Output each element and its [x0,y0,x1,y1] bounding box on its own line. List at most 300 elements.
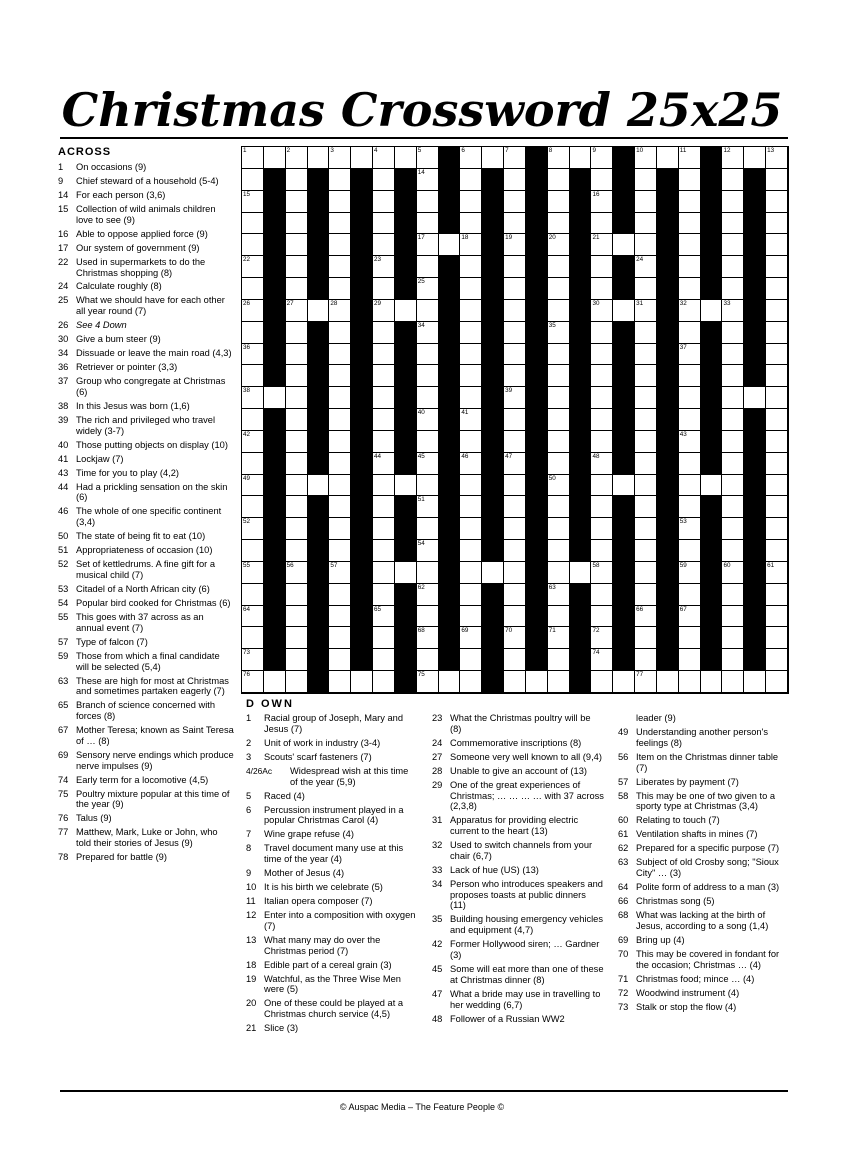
grid-cell[interactable] [286,322,308,344]
grid-cell[interactable] [286,191,308,213]
grid-cell[interactable] [766,234,788,256]
grid-cell[interactable] [679,344,701,366]
grid-cell[interactable] [548,606,570,628]
grid-cell[interactable] [591,322,613,344]
grid-cell[interactable] [417,169,439,191]
grid-cell[interactable] [286,147,308,169]
grid-cell[interactable] [460,234,482,256]
grid-cell[interactable] [482,147,504,169]
grid-cell[interactable] [242,475,264,497]
grid-cell[interactable] [766,169,788,191]
grid-cell[interactable] [460,627,482,649]
grid-cell[interactable] [417,256,439,278]
grid-cell[interactable] [722,278,744,300]
grid-cell[interactable] [766,431,788,453]
grid-cell[interactable] [460,365,482,387]
grid-cell[interactable] [286,169,308,191]
grid-cell[interactable] [504,409,526,431]
grid-cell[interactable] [286,606,308,628]
grid-cell[interactable] [417,606,439,628]
grid-cell[interactable] [329,518,351,540]
grid-cell[interactable] [504,496,526,518]
grid-cell[interactable] [329,300,351,322]
grid-cell[interactable] [286,540,308,562]
grid-cell[interactable] [460,518,482,540]
grid-cell[interactable] [329,671,351,693]
grid-cell[interactable] [308,475,330,497]
grid-cell[interactable] [722,147,744,169]
grid-cell[interactable] [286,649,308,671]
grid-cell[interactable] [373,387,395,409]
grid-cell[interactable] [591,606,613,628]
grid-cell[interactable] [591,671,613,693]
grid-cell[interactable] [439,234,461,256]
grid-cell[interactable] [679,169,701,191]
grid-cell[interactable] [373,431,395,453]
grid-cell[interactable] [329,344,351,366]
grid-cell[interactable] [504,540,526,562]
grid-cell[interactable] [722,649,744,671]
grid-cell[interactable] [548,496,570,518]
grid-cell[interactable] [548,256,570,278]
grid-cell[interactable] [242,496,264,518]
grid-cell[interactable] [329,147,351,169]
grid-cell[interactable] [635,213,657,235]
grid-cell[interactable] [766,584,788,606]
grid-cell[interactable] [635,191,657,213]
grid-cell[interactable] [417,213,439,235]
grid-cell[interactable] [286,213,308,235]
grid-cell[interactable] [635,365,657,387]
grid-cell[interactable] [679,475,701,497]
grid-cell[interactable] [591,562,613,584]
crossword-grid-cells[interactable] [242,147,788,693]
grid-cell[interactable] [329,409,351,431]
grid-cell[interactable] [591,256,613,278]
grid-cell[interactable] [722,213,744,235]
grid-cell[interactable] [417,671,439,693]
grid-cell[interactable] [635,671,657,693]
grid-cell[interactable] [635,147,657,169]
grid-cell[interactable] [286,431,308,453]
grid-cell[interactable] [766,191,788,213]
grid-cell[interactable] [329,649,351,671]
grid-cell[interactable] [591,496,613,518]
grid-cell[interactable] [548,387,570,409]
grid-cell[interactable] [286,627,308,649]
grid-cell[interactable] [526,671,548,693]
grid-cell[interactable] [329,627,351,649]
grid-cell[interactable] [373,300,395,322]
grid-cell[interactable] [548,322,570,344]
grid-cell[interactable] [329,562,351,584]
grid-cell[interactable] [329,365,351,387]
grid-cell[interactable] [482,562,504,584]
grid-cell[interactable] [504,322,526,344]
grid-cell[interactable] [242,649,264,671]
grid-cell[interactable] [373,147,395,169]
grid-cell[interactable] [264,147,286,169]
grid-cell[interactable] [766,496,788,518]
grid-cell[interactable] [329,234,351,256]
grid-cell[interactable] [504,365,526,387]
grid-cell[interactable] [548,169,570,191]
grid-cell[interactable] [722,475,744,497]
grid-cell[interactable] [548,213,570,235]
grid-cell[interactable] [395,475,417,497]
grid-cell[interactable] [679,649,701,671]
grid-cell[interactable] [308,147,330,169]
grid-cell[interactable] [286,278,308,300]
grid-cell[interactable] [744,671,766,693]
grid-cell[interactable] [417,387,439,409]
grid-cell[interactable] [613,300,635,322]
grid-cell[interactable] [591,234,613,256]
grid-cell[interactable] [329,431,351,453]
grid-cell[interactable] [308,300,330,322]
grid-cell[interactable] [548,627,570,649]
grid-cell[interactable] [242,606,264,628]
grid-cell[interactable] [591,475,613,497]
grid-cell[interactable] [504,562,526,584]
grid-cell[interactable] [460,344,482,366]
grid-cell[interactable] [679,606,701,628]
grid-cell[interactable] [460,431,482,453]
grid-cell[interactable] [373,344,395,366]
grid-cell[interactable] [242,409,264,431]
grid-cell[interactable] [635,606,657,628]
grid-cell[interactable] [679,256,701,278]
grid-cell[interactable] [373,409,395,431]
grid-cell[interactable] [373,234,395,256]
grid-cell[interactable] [613,234,635,256]
grid-cell[interactable] [679,671,701,693]
grid-cell[interactable] [548,475,570,497]
grid-cell[interactable] [722,671,744,693]
grid-cell[interactable] [635,409,657,431]
grid-cell[interactable] [460,496,482,518]
grid-cell[interactable] [722,322,744,344]
grid-cell[interactable] [766,147,788,169]
grid-cell[interactable] [286,344,308,366]
grid-cell[interactable] [548,300,570,322]
grid-cell[interactable] [286,671,308,693]
grid-cell[interactable] [242,453,264,475]
grid-cell[interactable] [286,518,308,540]
grid-cell[interactable] [286,256,308,278]
grid-cell[interactable] [722,387,744,409]
grid-cell[interactable] [329,256,351,278]
grid-cell[interactable] [679,213,701,235]
grid-cell[interactable] [591,191,613,213]
grid-cell[interactable] [329,278,351,300]
grid-cell[interactable] [460,147,482,169]
grid-cell[interactable] [417,322,439,344]
grid-cell[interactable] [548,649,570,671]
grid-cell[interactable] [679,540,701,562]
grid-cell[interactable] [373,256,395,278]
grid-cell[interactable] [351,671,373,693]
grid-cell[interactable] [286,475,308,497]
grid-cell[interactable] [417,453,439,475]
grid-cell[interactable] [460,649,482,671]
grid-cell[interactable] [635,387,657,409]
grid-cell[interactable] [548,191,570,213]
grid-cell[interactable] [635,431,657,453]
grid-cell[interactable] [329,475,351,497]
grid-cell[interactable] [722,584,744,606]
grid-cell[interactable] [679,322,701,344]
grid-cell[interactable] [373,475,395,497]
grid-cell[interactable] [417,191,439,213]
grid-cell[interactable] [460,584,482,606]
grid-cell[interactable] [286,365,308,387]
grid-cell[interactable] [417,147,439,169]
grid-cell[interactable] [504,256,526,278]
grid-cell[interactable] [722,191,744,213]
grid-cell[interactable] [242,278,264,300]
grid-cell[interactable] [373,606,395,628]
grid-cell[interactable] [417,584,439,606]
grid-cell[interactable] [548,671,570,693]
grid-cell[interactable] [591,147,613,169]
grid-cell[interactable] [417,518,439,540]
grid-cell[interactable] [722,518,744,540]
grid-cell[interactable] [766,256,788,278]
grid-cell[interactable] [591,518,613,540]
grid-cell[interactable] [722,256,744,278]
grid-cell[interactable] [504,649,526,671]
grid-cell[interactable] [242,234,264,256]
grid-cell[interactable] [460,191,482,213]
grid-cell[interactable] [548,234,570,256]
grid-cell[interactable] [242,671,264,693]
grid-cell[interactable] [460,387,482,409]
grid-cell[interactable] [286,409,308,431]
grid-cell[interactable] [395,300,417,322]
grid-cell[interactable] [679,496,701,518]
grid-cell[interactable] [242,627,264,649]
grid-cell[interactable] [548,518,570,540]
grid-cell[interactable] [766,365,788,387]
grid-cell[interactable] [242,256,264,278]
grid-cell[interactable] [635,453,657,475]
grid-cell[interactable] [373,322,395,344]
grid-cell[interactable] [591,453,613,475]
grid-cell[interactable] [504,147,526,169]
grid-cell[interactable] [635,649,657,671]
grid-cell[interactable] [504,584,526,606]
grid-cell[interactable] [722,344,744,366]
grid-cell[interactable] [766,409,788,431]
grid-cell[interactable] [679,431,701,453]
grid-cell[interactable] [460,409,482,431]
grid-cell[interactable] [242,344,264,366]
grid-cell[interactable] [460,671,482,693]
grid-cell[interactable] [548,431,570,453]
grid-cell[interactable] [373,671,395,693]
grid-cell[interactable] [373,191,395,213]
grid-cell[interactable] [460,540,482,562]
grid-cell[interactable] [242,365,264,387]
grid-cell[interactable] [722,453,744,475]
grid-cell[interactable] [679,387,701,409]
grid-cell[interactable] [417,234,439,256]
grid-cell[interactable] [504,300,526,322]
grid-cell[interactable] [766,344,788,366]
grid-cell[interactable] [570,562,592,584]
grid-cell[interactable] [722,606,744,628]
grid-cell[interactable] [504,518,526,540]
grid-cell[interactable] [417,344,439,366]
grid-cell[interactable] [417,278,439,300]
grid-cell[interactable] [417,431,439,453]
grid-cell[interactable] [701,300,723,322]
grid-cell[interactable] [373,540,395,562]
grid-cell[interactable] [548,584,570,606]
grid-cell[interactable] [373,453,395,475]
grid-cell[interactable] [766,518,788,540]
grid-cell[interactable] [766,453,788,475]
grid-cell[interactable] [635,256,657,278]
grid-cell[interactable] [504,475,526,497]
grid-cell[interactable] [766,649,788,671]
grid-cell[interactable] [242,191,264,213]
grid-cell[interactable] [460,300,482,322]
grid-cell[interactable] [722,409,744,431]
grid-cell[interactable] [635,627,657,649]
grid-cell[interactable] [395,147,417,169]
grid-cell[interactable] [460,606,482,628]
grid-cell[interactable] [286,584,308,606]
grid-cell[interactable] [679,584,701,606]
grid-cell[interactable] [264,387,286,409]
grid-cell[interactable] [548,278,570,300]
grid-cell[interactable] [417,627,439,649]
grid-cell[interactable] [679,562,701,584]
grid-cell[interactable] [679,278,701,300]
grid-cell[interactable] [744,147,766,169]
grid-cell[interactable] [351,147,373,169]
grid-cell[interactable] [722,234,744,256]
grid-cell[interactable] [504,234,526,256]
grid-cell[interactable] [504,278,526,300]
grid-cell[interactable] [329,322,351,344]
grid-cell[interactable] [373,562,395,584]
grid-cell[interactable] [635,300,657,322]
grid-cell[interactable] [286,453,308,475]
grid-cell[interactable] [548,365,570,387]
grid-cell[interactable] [329,169,351,191]
grid-cell[interactable] [373,278,395,300]
grid-cell[interactable] [591,300,613,322]
grid-cell[interactable] [242,518,264,540]
grid-cell[interactable] [460,256,482,278]
grid-cell[interactable] [242,562,264,584]
grid-cell[interactable] [766,627,788,649]
grid-cell[interactable] [591,540,613,562]
grid-cell[interactable] [679,191,701,213]
grid-cell[interactable] [439,671,461,693]
grid-cell[interactable] [701,475,723,497]
grid-cell[interactable] [460,169,482,191]
grid-cell[interactable] [373,496,395,518]
grid-cell[interactable] [635,584,657,606]
grid-cell[interactable] [548,540,570,562]
grid-cell[interactable] [722,300,744,322]
grid-cell[interactable] [591,431,613,453]
grid-cell[interactable] [766,300,788,322]
grid-cell[interactable] [766,606,788,628]
grid-cell[interactable] [722,540,744,562]
grid-cell[interactable] [286,300,308,322]
grid-cell[interactable] [373,518,395,540]
grid-cell[interactable] [635,234,657,256]
grid-cell[interactable] [679,147,701,169]
grid-cell[interactable] [329,584,351,606]
grid-cell[interactable] [504,169,526,191]
grid-cell[interactable] [766,213,788,235]
grid-cell[interactable] [504,606,526,628]
grid-cell[interactable] [766,562,788,584]
grid-cell[interactable] [373,649,395,671]
grid-cell[interactable] [417,562,439,584]
grid-cell[interactable] [591,278,613,300]
grid-cell[interactable] [635,278,657,300]
grid-cell[interactable] [504,344,526,366]
grid-cell[interactable] [766,387,788,409]
grid-cell[interactable] [635,169,657,191]
grid-cell[interactable] [591,584,613,606]
grid-cell[interactable] [460,475,482,497]
grid-cell[interactable] [679,300,701,322]
grid-cell[interactable] [504,671,526,693]
grid-cell[interactable] [504,627,526,649]
grid-cell[interactable] [417,496,439,518]
grid-cell[interactable] [417,540,439,562]
grid-cell[interactable] [417,365,439,387]
grid-cell[interactable] [722,365,744,387]
grid-cell[interactable] [766,671,788,693]
grid-cell[interactable] [242,147,264,169]
grid-cell[interactable] [329,213,351,235]
grid-cell[interactable] [264,671,286,693]
grid-cell[interactable] [460,453,482,475]
grid-cell[interactable] [286,234,308,256]
grid-cell[interactable] [460,213,482,235]
grid-cell[interactable] [766,278,788,300]
grid-cell[interactable] [679,453,701,475]
grid-cell[interactable] [548,147,570,169]
grid-cell[interactable] [373,169,395,191]
grid-cell[interactable] [242,540,264,562]
grid-cell[interactable] [591,365,613,387]
grid-cell[interactable] [635,322,657,344]
grid-cell[interactable] [635,475,657,497]
grid-cell[interactable] [504,191,526,213]
crossword-grid[interactable] [241,146,789,694]
grid-cell[interactable] [635,562,657,584]
grid-cell[interactable] [635,518,657,540]
grid-cell[interactable] [417,300,439,322]
grid-cell[interactable] [417,475,439,497]
grid-cell[interactable] [548,409,570,431]
grid-cell[interactable] [766,540,788,562]
grid-cell[interactable] [286,387,308,409]
grid-cell[interactable] [504,387,526,409]
grid-cell[interactable] [329,453,351,475]
grid-cell[interactable] [417,649,439,671]
